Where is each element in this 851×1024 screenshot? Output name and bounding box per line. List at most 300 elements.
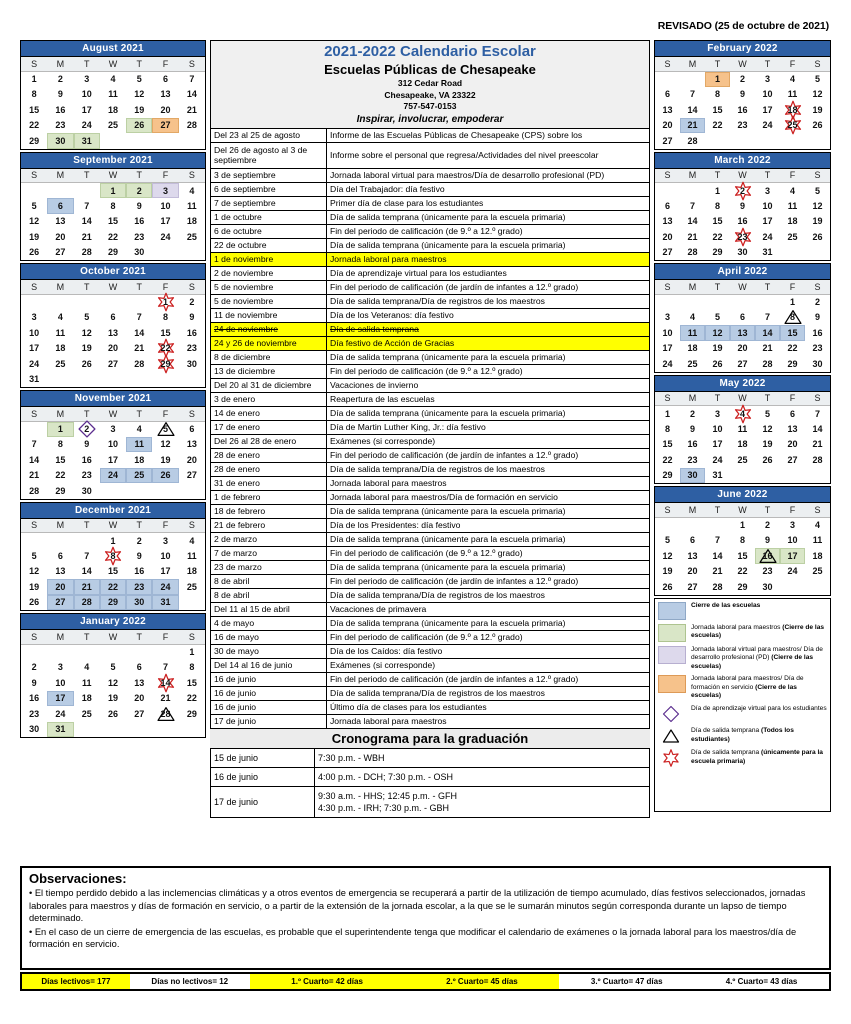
day-cell[interactable] bbox=[705, 468, 730, 484]
day-cell[interactable] bbox=[126, 372, 152, 388]
day-cell[interactable] bbox=[21, 356, 47, 372]
day-cell[interactable] bbox=[179, 675, 205, 691]
day-cell[interactable] bbox=[655, 183, 680, 199]
day-cell[interactable] bbox=[805, 517, 830, 533]
day-cell[interactable] bbox=[152, 71, 178, 87]
day-cell[interactable] bbox=[780, 133, 805, 149]
day-cell[interactable] bbox=[100, 706, 126, 722]
day-cell[interactable] bbox=[47, 595, 73, 611]
day-cell[interactable] bbox=[705, 133, 730, 149]
day-cell[interactable] bbox=[179, 356, 205, 372]
day-cell[interactable] bbox=[680, 548, 705, 564]
day-cell[interactable] bbox=[655, 533, 680, 549]
day-cell[interactable] bbox=[755, 341, 780, 357]
day-cell[interactable] bbox=[21, 133, 47, 149]
day-cell[interactable] bbox=[21, 548, 47, 564]
day-cell[interactable] bbox=[655, 437, 680, 453]
day-cell[interactable] bbox=[100, 595, 126, 611]
day-cell[interactable] bbox=[21, 675, 47, 691]
day-cell[interactable] bbox=[74, 691, 100, 707]
day-cell[interactable] bbox=[47, 564, 73, 580]
day-cell[interactable] bbox=[780, 579, 805, 595]
day-cell[interactable] bbox=[152, 183, 178, 199]
day-cell[interactable] bbox=[152, 437, 178, 453]
day-cell[interactable] bbox=[152, 691, 178, 707]
day-cell[interactable] bbox=[805, 564, 830, 580]
day-cell[interactable] bbox=[74, 341, 100, 357]
day-cell[interactable] bbox=[100, 468, 126, 484]
day-cell[interactable] bbox=[126, 294, 152, 310]
day-cell[interactable] bbox=[179, 691, 205, 707]
day-cell[interactable] bbox=[126, 579, 152, 595]
day-cell[interactable] bbox=[805, 341, 830, 357]
day-cell[interactable] bbox=[730, 294, 755, 310]
day-cell[interactable] bbox=[780, 198, 805, 214]
day-cell[interactable] bbox=[730, 214, 755, 230]
day-cell[interactable] bbox=[680, 229, 705, 245]
day-cell[interactable] bbox=[74, 372, 100, 388]
day-cell[interactable] bbox=[730, 310, 755, 326]
day-cell[interactable] bbox=[680, 517, 705, 533]
day-cell[interactable] bbox=[705, 198, 730, 214]
day-cell[interactable] bbox=[179, 372, 205, 388]
day-cell[interactable] bbox=[705, 421, 730, 437]
day-cell[interactable] bbox=[47, 229, 73, 245]
day-cell[interactable] bbox=[152, 310, 178, 326]
day-cell[interactable] bbox=[179, 198, 205, 214]
day-cell[interactable] bbox=[126, 245, 152, 261]
day-cell[interactable] bbox=[21, 214, 47, 230]
day-cell[interactable] bbox=[680, 102, 705, 118]
day-cell[interactable] bbox=[21, 579, 47, 595]
day-cell[interactable] bbox=[805, 437, 830, 453]
day-cell[interactable] bbox=[655, 102, 680, 118]
day-cell[interactable] bbox=[705, 452, 730, 468]
day-cell[interactable] bbox=[126, 310, 152, 326]
day-cell[interactable] bbox=[47, 71, 73, 87]
day-cell[interactable] bbox=[805, 356, 830, 372]
day-cell[interactable] bbox=[47, 452, 73, 468]
day-cell[interactable] bbox=[780, 406, 805, 422]
day-cell[interactable] bbox=[47, 579, 73, 595]
day-cell[interactable] bbox=[21, 706, 47, 722]
day-cell[interactable] bbox=[680, 579, 705, 595]
day-cell[interactable] bbox=[730, 468, 755, 484]
day-cell[interactable] bbox=[47, 372, 73, 388]
day-cell[interactable] bbox=[152, 133, 178, 149]
day-cell[interactable] bbox=[126, 660, 152, 676]
day-cell[interactable] bbox=[755, 421, 780, 437]
day-cell[interactable] bbox=[152, 533, 178, 549]
day-cell[interactable] bbox=[730, 452, 755, 468]
day-cell[interactable] bbox=[780, 214, 805, 230]
day-cell[interactable] bbox=[730, 564, 755, 580]
day-cell[interactable] bbox=[74, 706, 100, 722]
day-cell[interactable] bbox=[655, 548, 680, 564]
day-cell[interactable] bbox=[100, 133, 126, 149]
day-cell[interactable] bbox=[780, 356, 805, 372]
day-cell[interactable] bbox=[100, 437, 126, 453]
day-cell[interactable] bbox=[755, 118, 780, 134]
day-cell[interactable] bbox=[655, 310, 680, 326]
day-cell[interactable] bbox=[705, 245, 730, 261]
day-cell[interactable] bbox=[780, 102, 805, 118]
day-cell[interactable] bbox=[730, 183, 755, 199]
day-cell[interactable] bbox=[680, 71, 705, 87]
day-cell[interactable] bbox=[47, 325, 73, 341]
day-cell[interactable] bbox=[680, 437, 705, 453]
day-cell[interactable] bbox=[100, 245, 126, 261]
day-cell[interactable] bbox=[655, 421, 680, 437]
day-cell[interactable] bbox=[47, 722, 73, 738]
day-cell[interactable] bbox=[179, 660, 205, 676]
day-cell[interactable] bbox=[74, 548, 100, 564]
day-cell[interactable] bbox=[780, 310, 805, 326]
day-cell[interactable] bbox=[179, 310, 205, 326]
day-cell[interactable] bbox=[655, 356, 680, 372]
day-cell[interactable] bbox=[152, 341, 178, 357]
day-cell[interactable] bbox=[74, 87, 100, 103]
day-cell[interactable] bbox=[680, 118, 705, 134]
day-cell[interactable] bbox=[74, 229, 100, 245]
day-cell[interactable] bbox=[126, 87, 152, 103]
day-cell[interactable] bbox=[730, 406, 755, 422]
day-cell[interactable] bbox=[705, 341, 730, 357]
day-cell[interactable] bbox=[730, 341, 755, 357]
day-cell[interactable] bbox=[805, 118, 830, 134]
day-cell[interactable] bbox=[705, 71, 730, 87]
day-cell[interactable] bbox=[780, 245, 805, 261]
day-cell[interactable] bbox=[730, 517, 755, 533]
day-cell[interactable] bbox=[705, 214, 730, 230]
day-cell[interactable] bbox=[74, 71, 100, 87]
day-cell[interactable] bbox=[680, 325, 705, 341]
day-cell[interactable] bbox=[126, 564, 152, 580]
day-cell[interactable] bbox=[655, 564, 680, 580]
day-cell[interactable] bbox=[179, 437, 205, 453]
day-cell[interactable] bbox=[705, 533, 730, 549]
day-cell[interactable] bbox=[47, 214, 73, 230]
day-cell[interactable] bbox=[680, 198, 705, 214]
day-cell[interactable] bbox=[179, 341, 205, 357]
day-cell[interactable] bbox=[21, 183, 47, 199]
day-cell[interactable] bbox=[152, 452, 178, 468]
day-cell[interactable] bbox=[730, 437, 755, 453]
day-cell[interactable] bbox=[705, 183, 730, 199]
day-cell[interactable] bbox=[705, 102, 730, 118]
day-cell[interactable] bbox=[655, 118, 680, 134]
day-cell[interactable] bbox=[755, 517, 780, 533]
day-cell[interactable] bbox=[179, 214, 205, 230]
day-cell[interactable] bbox=[780, 183, 805, 199]
day-cell[interactable] bbox=[705, 325, 730, 341]
day-cell[interactable] bbox=[126, 595, 152, 611]
day-cell[interactable] bbox=[74, 198, 100, 214]
day-cell[interactable] bbox=[100, 229, 126, 245]
day-cell[interactable] bbox=[152, 118, 178, 134]
day-cell[interactable] bbox=[126, 452, 152, 468]
day-cell[interactable] bbox=[755, 102, 780, 118]
day-cell[interactable] bbox=[47, 468, 73, 484]
day-cell[interactable] bbox=[179, 183, 205, 199]
day-cell[interactable] bbox=[780, 548, 805, 564]
day-cell[interactable] bbox=[74, 183, 100, 199]
day-cell[interactable] bbox=[21, 118, 47, 134]
day-cell[interactable] bbox=[47, 198, 73, 214]
day-cell[interactable] bbox=[179, 294, 205, 310]
day-cell[interactable] bbox=[680, 87, 705, 103]
day-cell[interactable] bbox=[47, 421, 73, 437]
day-cell[interactable] bbox=[21, 722, 47, 738]
day-cell[interactable] bbox=[100, 214, 126, 230]
day-cell[interactable] bbox=[755, 468, 780, 484]
day-cell[interactable] bbox=[152, 675, 178, 691]
day-cell[interactable] bbox=[655, 294, 680, 310]
day-cell[interactable] bbox=[21, 102, 47, 118]
day-cell[interactable] bbox=[100, 102, 126, 118]
day-cell[interactable] bbox=[100, 691, 126, 707]
day-cell[interactable] bbox=[780, 468, 805, 484]
day-cell[interactable] bbox=[755, 133, 780, 149]
day-cell[interactable] bbox=[152, 548, 178, 564]
day-cell[interactable] bbox=[680, 533, 705, 549]
day-cell[interactable] bbox=[680, 133, 705, 149]
day-cell[interactable] bbox=[152, 660, 178, 676]
day-cell[interactable] bbox=[755, 548, 780, 564]
day-cell[interactable] bbox=[179, 245, 205, 261]
day-cell[interactable] bbox=[74, 564, 100, 580]
day-cell[interactable] bbox=[152, 706, 178, 722]
day-cell[interactable] bbox=[705, 118, 730, 134]
day-cell[interactable] bbox=[21, 468, 47, 484]
day-cell[interactable] bbox=[21, 452, 47, 468]
day-cell[interactable] bbox=[74, 579, 100, 595]
day-cell[interactable] bbox=[100, 421, 126, 437]
day-cell[interactable] bbox=[74, 595, 100, 611]
day-cell[interactable] bbox=[805, 245, 830, 261]
day-cell[interactable] bbox=[100, 198, 126, 214]
day-cell[interactable] bbox=[100, 675, 126, 691]
day-cell[interactable] bbox=[100, 564, 126, 580]
day-cell[interactable] bbox=[126, 229, 152, 245]
day-cell[interactable] bbox=[126, 102, 152, 118]
day-cell[interactable] bbox=[47, 341, 73, 357]
day-cell[interactable] bbox=[100, 118, 126, 134]
day-cell[interactable] bbox=[47, 310, 73, 326]
day-cell[interactable] bbox=[126, 437, 152, 453]
day-cell[interactable] bbox=[730, 325, 755, 341]
day-cell[interactable] bbox=[152, 468, 178, 484]
day-cell[interactable] bbox=[47, 706, 73, 722]
day-cell[interactable] bbox=[74, 644, 100, 660]
day-cell[interactable] bbox=[126, 548, 152, 564]
day-cell[interactable] bbox=[74, 660, 100, 676]
day-cell[interactable] bbox=[21, 595, 47, 611]
day-cell[interactable] bbox=[179, 483, 205, 499]
day-cell[interactable] bbox=[47, 437, 73, 453]
day-cell[interactable] bbox=[74, 310, 100, 326]
day-cell[interactable] bbox=[805, 133, 830, 149]
day-cell[interactable] bbox=[126, 118, 152, 134]
day-cell[interactable] bbox=[47, 533, 73, 549]
day-cell[interactable] bbox=[152, 483, 178, 499]
day-cell[interactable] bbox=[705, 87, 730, 103]
day-cell[interactable] bbox=[47, 245, 73, 261]
day-cell[interactable] bbox=[152, 564, 178, 580]
day-cell[interactable] bbox=[100, 483, 126, 499]
day-cell[interactable] bbox=[705, 294, 730, 310]
day-cell[interactable] bbox=[179, 706, 205, 722]
day-cell[interactable] bbox=[655, 229, 680, 245]
day-cell[interactable] bbox=[730, 356, 755, 372]
day-cell[interactable] bbox=[21, 245, 47, 261]
day-cell[interactable] bbox=[655, 579, 680, 595]
day-cell[interactable] bbox=[74, 294, 100, 310]
day-cell[interactable] bbox=[126, 691, 152, 707]
day-cell[interactable] bbox=[152, 294, 178, 310]
day-cell[interactable] bbox=[805, 579, 830, 595]
day-cell[interactable] bbox=[47, 87, 73, 103]
day-cell[interactable] bbox=[655, 71, 680, 87]
day-cell[interactable] bbox=[74, 675, 100, 691]
day-cell[interactable] bbox=[126, 214, 152, 230]
day-cell[interactable] bbox=[805, 294, 830, 310]
day-cell[interactable] bbox=[805, 87, 830, 103]
day-cell[interactable] bbox=[126, 533, 152, 549]
day-cell[interactable] bbox=[74, 722, 100, 738]
day-cell[interactable] bbox=[100, 660, 126, 676]
day-cell[interactable] bbox=[780, 229, 805, 245]
day-cell[interactable] bbox=[805, 533, 830, 549]
day-cell[interactable] bbox=[100, 325, 126, 341]
day-cell[interactable] bbox=[705, 437, 730, 453]
day-cell[interactable] bbox=[179, 595, 205, 611]
day-cell[interactable] bbox=[655, 245, 680, 261]
day-cell[interactable] bbox=[805, 421, 830, 437]
day-cell[interactable] bbox=[74, 468, 100, 484]
day-cell[interactable] bbox=[126, 71, 152, 87]
day-cell[interactable] bbox=[805, 452, 830, 468]
day-cell[interactable] bbox=[730, 245, 755, 261]
day-cell[interactable] bbox=[21, 483, 47, 499]
day-cell[interactable] bbox=[730, 421, 755, 437]
day-cell[interactable] bbox=[47, 675, 73, 691]
day-cell[interactable] bbox=[74, 102, 100, 118]
day-cell[interactable] bbox=[126, 341, 152, 357]
day-cell[interactable] bbox=[780, 517, 805, 533]
day-cell[interactable] bbox=[179, 533, 205, 549]
day-cell[interactable] bbox=[47, 644, 73, 660]
day-cell[interactable] bbox=[21, 437, 47, 453]
day-cell[interactable] bbox=[152, 595, 178, 611]
day-cell[interactable] bbox=[680, 356, 705, 372]
day-cell[interactable] bbox=[680, 214, 705, 230]
day-cell[interactable] bbox=[152, 102, 178, 118]
day-cell[interactable] bbox=[680, 452, 705, 468]
day-cell[interactable] bbox=[655, 517, 680, 533]
day-cell[interactable] bbox=[780, 437, 805, 453]
day-cell[interactable] bbox=[755, 533, 780, 549]
day-cell[interactable] bbox=[179, 548, 205, 564]
day-cell[interactable] bbox=[179, 87, 205, 103]
day-cell[interactable] bbox=[755, 406, 780, 422]
day-cell[interactable] bbox=[74, 118, 100, 134]
day-cell[interactable] bbox=[47, 183, 73, 199]
day-cell[interactable] bbox=[680, 421, 705, 437]
day-cell[interactable] bbox=[680, 341, 705, 357]
day-cell[interactable] bbox=[755, 229, 780, 245]
day-cell[interactable] bbox=[74, 483, 100, 499]
day-cell[interactable] bbox=[655, 214, 680, 230]
day-cell[interactable] bbox=[100, 183, 126, 199]
day-cell[interactable] bbox=[780, 533, 805, 549]
day-cell[interactable] bbox=[705, 517, 730, 533]
day-cell[interactable] bbox=[730, 533, 755, 549]
day-cell[interactable] bbox=[21, 198, 47, 214]
day-cell[interactable] bbox=[730, 579, 755, 595]
day-cell[interactable] bbox=[47, 294, 73, 310]
day-cell[interactable] bbox=[21, 691, 47, 707]
day-cell[interactable] bbox=[755, 87, 780, 103]
day-cell[interactable] bbox=[74, 356, 100, 372]
day-cell[interactable] bbox=[152, 325, 178, 341]
day-cell[interactable] bbox=[655, 87, 680, 103]
day-cell[interactable] bbox=[755, 245, 780, 261]
day-cell[interactable] bbox=[780, 421, 805, 437]
day-cell[interactable] bbox=[179, 644, 205, 660]
day-cell[interactable] bbox=[705, 579, 730, 595]
day-cell[interactable] bbox=[21, 294, 47, 310]
day-cell[interactable] bbox=[655, 452, 680, 468]
day-cell[interactable] bbox=[100, 372, 126, 388]
day-cell[interactable] bbox=[21, 325, 47, 341]
day-cell[interactable] bbox=[179, 133, 205, 149]
day-cell[interactable] bbox=[680, 294, 705, 310]
day-cell[interactable] bbox=[680, 245, 705, 261]
day-cell[interactable] bbox=[100, 71, 126, 87]
day-cell[interactable] bbox=[755, 452, 780, 468]
day-cell[interactable] bbox=[805, 548, 830, 564]
day-cell[interactable] bbox=[680, 564, 705, 580]
day-cell[interactable] bbox=[126, 468, 152, 484]
day-cell[interactable] bbox=[780, 452, 805, 468]
day-cell[interactable] bbox=[780, 294, 805, 310]
day-cell[interactable] bbox=[74, 245, 100, 261]
day-cell[interactable] bbox=[126, 356, 152, 372]
day-cell[interactable] bbox=[655, 341, 680, 357]
day-cell[interactable] bbox=[805, 183, 830, 199]
day-cell[interactable] bbox=[755, 198, 780, 214]
day-cell[interactable] bbox=[47, 356, 73, 372]
day-cell[interactable] bbox=[805, 325, 830, 341]
day-cell[interactable] bbox=[47, 660, 73, 676]
day-cell[interactable] bbox=[730, 229, 755, 245]
day-cell[interactable] bbox=[755, 71, 780, 87]
day-cell[interactable] bbox=[126, 675, 152, 691]
day-cell[interactable] bbox=[179, 468, 205, 484]
day-cell[interactable] bbox=[100, 310, 126, 326]
day-cell[interactable] bbox=[179, 71, 205, 87]
day-cell[interactable] bbox=[74, 533, 100, 549]
day-cell[interactable] bbox=[100, 533, 126, 549]
day-cell[interactable] bbox=[705, 356, 730, 372]
day-cell[interactable] bbox=[730, 118, 755, 134]
day-cell[interactable] bbox=[730, 102, 755, 118]
day-cell[interactable] bbox=[780, 118, 805, 134]
day-cell[interactable] bbox=[705, 310, 730, 326]
day-cell[interactable] bbox=[152, 372, 178, 388]
day-cell[interactable] bbox=[805, 71, 830, 87]
